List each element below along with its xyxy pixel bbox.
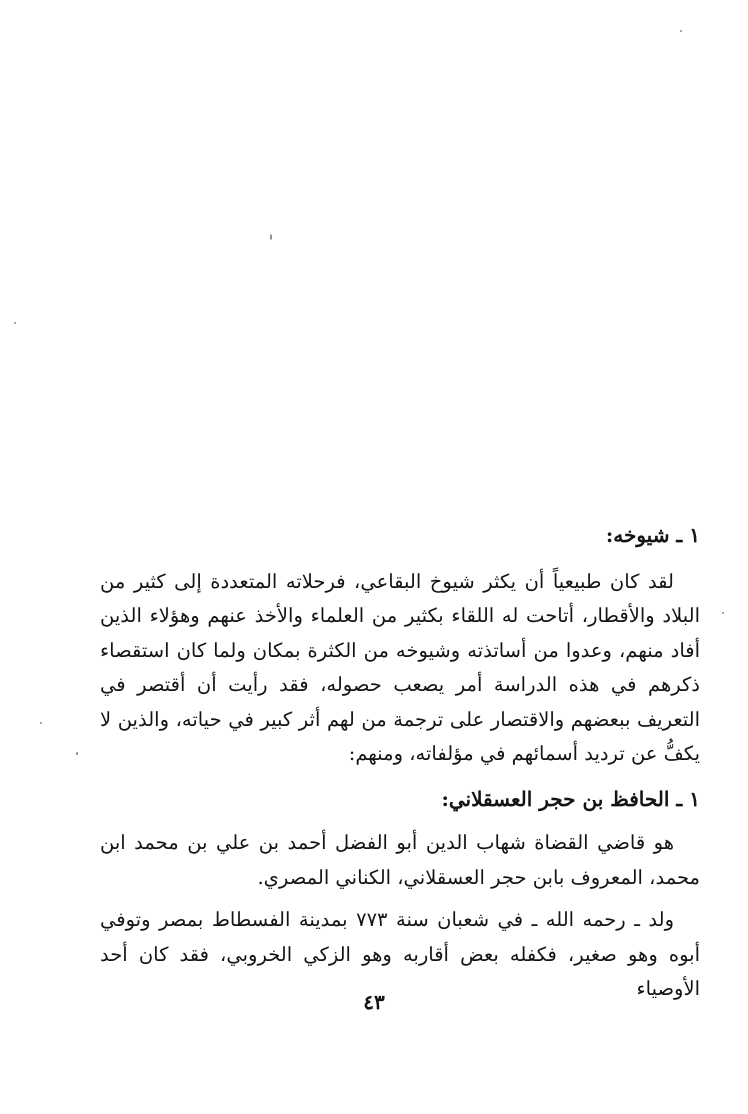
intro-paragraph: لقد كان طبيعياً أن يكثر شيوخ البقاعي، فرحلاته المتعددة إلى كثير من البلاد والأقطار، أتاحت له اللقاء بكثير من العلماء والأخذ عنهم وهؤلاء الذين أفاد منهم، وعدوا من أساتذته وشيوخه من الكثرة بمكان ولما كان استقصاء ذكرهم في هذه الدراسة أمر يصعب حصوله، فقد رأيت أن أقتصر في التعريف ببعضهم والاقتصار على ترجمة من لهم أثر كبير في حياته، والذين لا يكفُّ عن ترديد أسمائهم في مؤلفاته، ومنهم: <box>100 569 700 765</box>
scan-speck <box>270 234 272 240</box>
scan-speck <box>14 322 16 324</box>
page-number: ٤٣ <box>363 990 385 1014</box>
bio-paragraph-1: هو قاضي القضاة شهاب الدين أبو الفضل أحمد بن علي بن محمد ابن محمد، المعروف بابن حجر العسقلاني، الكناني المصري. <box>100 831 700 889</box>
scan-speck <box>722 612 724 614</box>
section-heading: ١ ـ شيوخه: <box>605 523 700 547</box>
bio-paragraph-2: ولد ـ رحمه الله ـ في شعبان سنة ٧٧٣ بمدينة الفسطاط بمصر وتوفي أبوه وهو صغير، فكفله بعض أقاربه وهو الزكي الخروبي، فقد كان أحد الأوصياء <box>100 908 700 1000</box>
main-text-block <box>100 518 700 1011</box>
scan-speck <box>40 722 42 724</box>
scan-speck <box>680 30 682 32</box>
scan-speck <box>76 752 78 755</box>
subsection-heading: ١ ـ الحافظ بن حجر العسقلاني: <box>441 786 700 811</box>
